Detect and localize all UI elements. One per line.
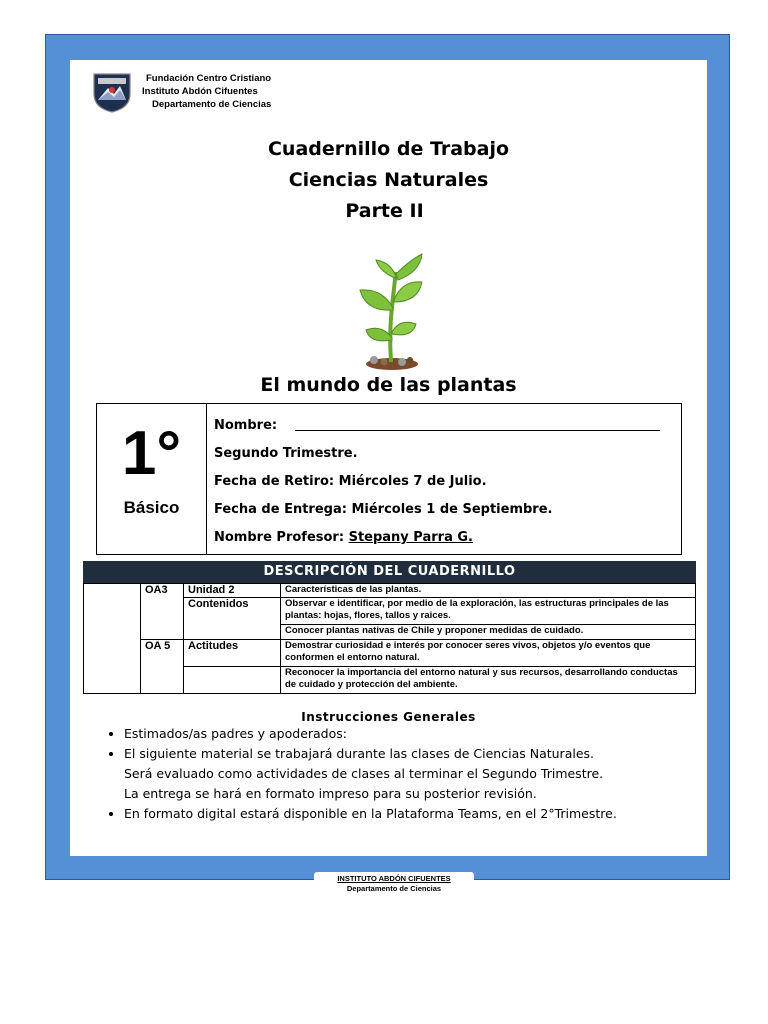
- description-heading: DESCRIPCIÓN DEL CUADERNILLO: [83, 561, 696, 583]
- instruction-item-2: [124, 744, 724, 804]
- page-footer: [314, 872, 474, 896]
- blank-cell: [84, 584, 141, 694]
- student-info-box: [96, 403, 682, 555]
- contenidos-label: Contenidos: [184, 598, 281, 640]
- footer-institute: INSTITUTO ABDÓN CIFUENTES: [337, 874, 451, 883]
- instruction-item-3: • En formato digital estará disponible en la Plataforma Teams, en el 2°Trimestre.: [124, 804, 724, 824]
- school-crest-icon: [90, 70, 134, 114]
- document-subtitle: El mundo de las plantas: [260, 374, 517, 396]
- actitudes-text-2: Reconocer la importancia del entorno natural y sus recursos, desarrollando conductas de cuidado y protección del ambiente.: [281, 667, 696, 694]
- teacher-name: Stepany Parra G.: [348, 530, 473, 545]
- teacher-field: [214, 524, 660, 552]
- contenidos-text-1: Observar e identificar, por medio de la exploración, las estructuras principales de las plantas: hojas, flores, tallos y raices.: [281, 598, 696, 625]
- title-line-2: Ciencias Naturales: [288, 169, 489, 191]
- instructions-list: [100, 724, 724, 824]
- unidad-text: Características de las plantas.: [281, 584, 696, 598]
- name-blank-line[interactable]: [295, 420, 660, 431]
- instruction-item-2-text: El siguiente material se trabajará durante las clases de Ciencias Naturales.: [124, 746, 595, 761]
- instruction-item-1: • Estimados/as padres y apoderados:: [124, 724, 724, 744]
- school-header: [90, 70, 390, 120]
- description-table: [83, 583, 696, 694]
- footer-department: Departamento de Ciencias: [346, 884, 442, 893]
- document-title-block: [70, 134, 707, 227]
- retiro-date-field: Fecha de Retiro: Miércoles 7 de Julio.: [214, 474, 487, 489]
- unidad-label: Unidad 2: [184, 584, 281, 598]
- name-label: Nombre:: [214, 418, 278, 433]
- actitudes-text-1: Demostrar curiosidad e interés por conocer seres vivos, objetos y/o eventos que conformen el entorno natural.: [281, 640, 696, 667]
- instruction-item-2-cont-1: Será evaluado como actividades de clases al terminar el Segundo Trimestre.: [124, 766, 604, 781]
- grade-number: 1°: [121, 419, 182, 488]
- trimester-field: Segundo Trimestre.: [214, 446, 358, 461]
- oa5-cell: OA 5: [141, 640, 184, 694]
- title-line-1: Cuadernillo de Trabajo: [267, 138, 510, 160]
- instruction-item-2-cont-2: La entrega se hará en formato impreso para su posterior revisión.: [124, 786, 537, 801]
- grade-label: Básico: [123, 498, 180, 517]
- teacher-label: Nombre Profesor:: [214, 530, 345, 545]
- header-department: Departamento de Ciencias: [152, 99, 272, 110]
- header-institute: Instituto Abdón Cifuentes: [142, 86, 258, 97]
- description-section: [83, 561, 696, 694]
- header-foundation: Fundación Centro Cristiano: [146, 73, 272, 84]
- actitudes-label: Actitudes: [184, 640, 281, 667]
- name-field: [214, 412, 660, 440]
- grade-cell: [97, 404, 207, 554]
- contenidos-text-2: Conocer plantas nativas de Chile y proponer medidas de cuidado.: [281, 625, 696, 640]
- title-line-3: Parte II: [345, 200, 424, 222]
- oa3-cell: OA3: [141, 584, 184, 640]
- entrega-date-field: Fecha de Entrega: Miércoles 1 de Septiembre.: [214, 502, 553, 517]
- actitudes-blank: [184, 667, 281, 694]
- info-fields: [214, 412, 660, 552]
- instructions-title: Instrucciones Generales: [301, 710, 476, 724]
- plant-sprout-icon: [352, 252, 428, 372]
